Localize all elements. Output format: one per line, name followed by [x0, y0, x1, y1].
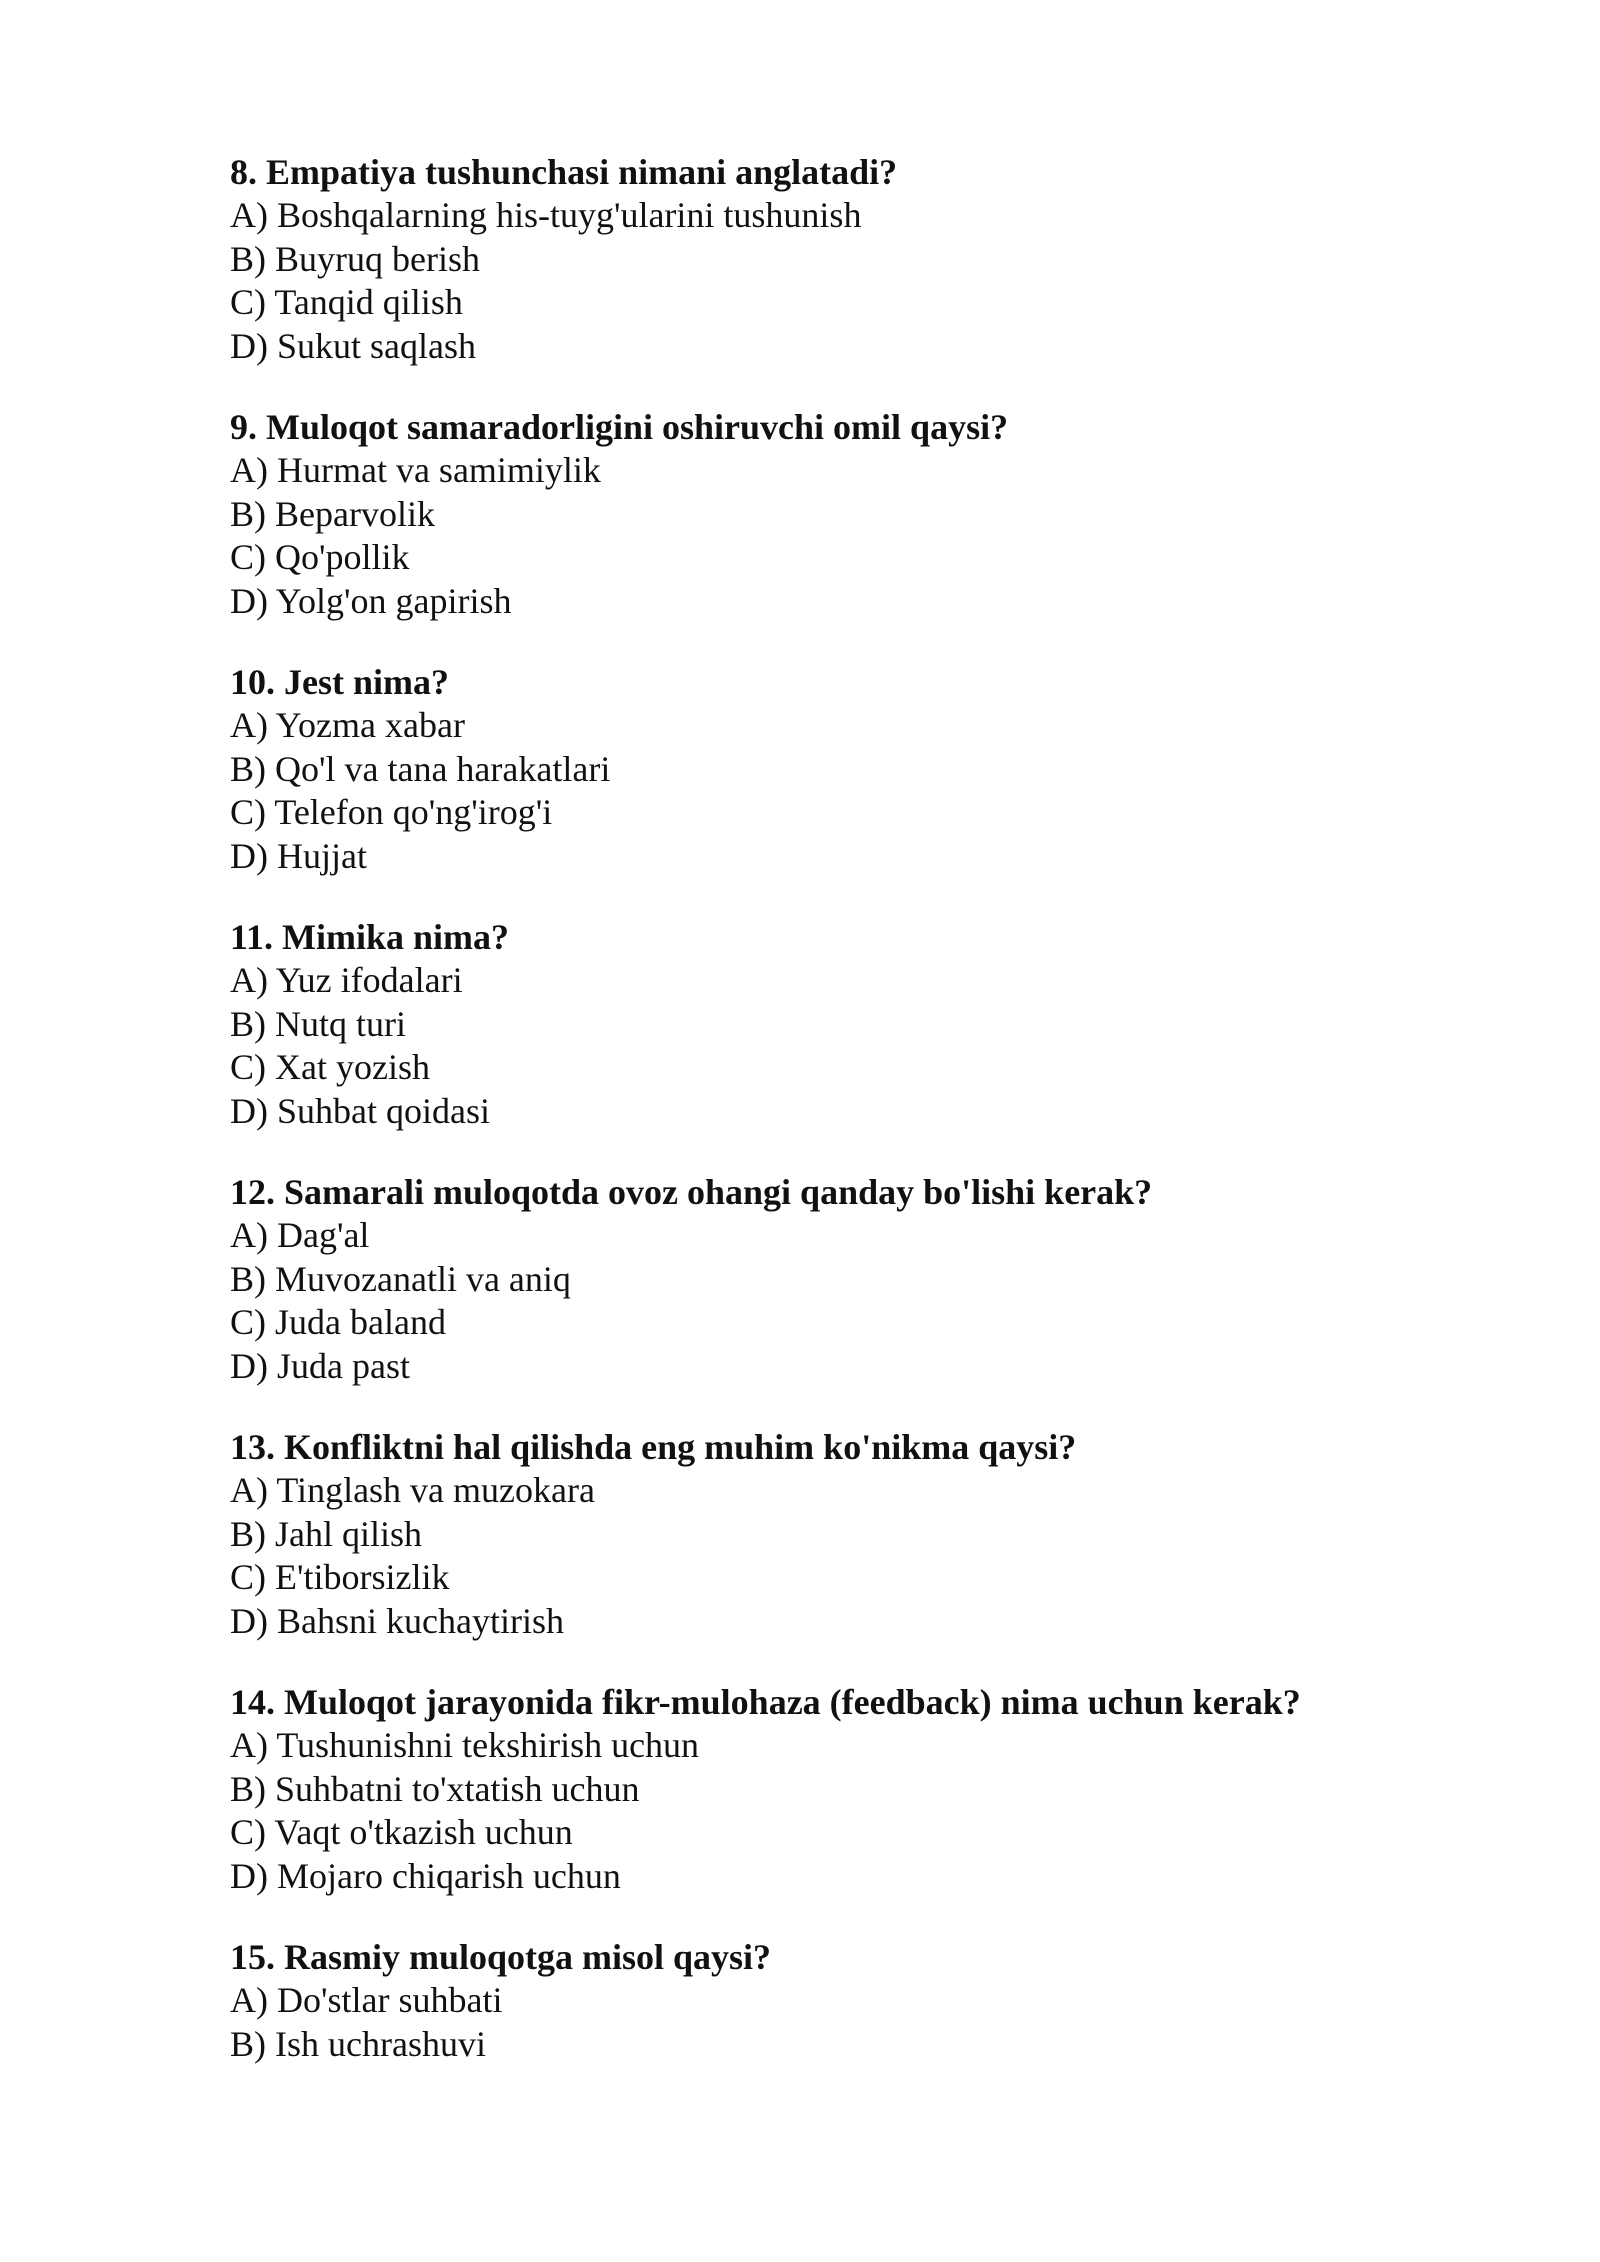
answer-option-d: D) Suhbat qoidasi — [230, 1090, 490, 1131]
question-10 — [230, 660, 1490, 878]
answer-option-b: B) Jahl qilish — [230, 1513, 423, 1554]
question-15 — [230, 1935, 1490, 2066]
question-13 — [230, 1425, 1490, 1643]
answer-option-d: D) Juda past — [230, 1345, 410, 1386]
answer-option-b: B) Qo'l va tana harakatlari — [230, 748, 611, 789]
answer-option-a: A) Boshqalarning his-tuyg'ularini tushunish — [230, 195, 862, 235]
answer-option-c: C) Vaqt o'tkazish uchun — [230, 1812, 573, 1852]
question-title: 8. Empatiya tushunchasi nimani anglatadi? — [230, 152, 898, 192]
question-title: 9. Muloqot samaradorligini oshiruvchi omil qaysi? — [230, 407, 1009, 447]
answer-option-c: C) Juda baland — [230, 1302, 446, 1342]
answer-option-c: C) Xat yozish — [230, 1047, 430, 1087]
answer-option-d: D) Mojaro chiqarish uchun — [230, 1855, 621, 1896]
answer-option-b: B) Beparvolik — [230, 493, 435, 534]
answer-option-a: A) Dag'al — [230, 1215, 370, 1255]
answer-option-c: C) Qo'pollik — [230, 537, 410, 577]
answer-option-a: A) Tinglash va muzokara — [230, 1470, 595, 1510]
answer-option-b: B) Buyruq berish — [230, 238, 480, 279]
answer-option-a: A) Yozma xabar — [230, 705, 465, 745]
answer-option-a: A) Hurmat va samimiylik — [230, 450, 601, 490]
question-title: 14. Muloqot jarayonida fikr-mulohaza (feedback) nima uchun kerak? — [230, 1682, 1301, 1722]
answer-option-d: D) Yolg'on gapirish — [230, 580, 512, 621]
answer-option-d: D) Sukut saqlash — [230, 325, 476, 366]
answer-option-a: A) Tushunishni tekshirish uchun — [230, 1725, 700, 1765]
answer-option-b: B) Suhbatni to'xtatish uchun — [230, 1768, 640, 1809]
quiz-content — [230, 150, 1490, 2103]
question-9 — [230, 405, 1490, 623]
question-title: 12. Samarali muloqotda ovoz ohangi qanday bo'lishi kerak? — [230, 1172, 1153, 1212]
question-title: 11. Mimika nima? — [230, 917, 510, 957]
answer-option-c: C) Tanqid qilish — [230, 282, 463, 322]
question-12 — [230, 1170, 1490, 1388]
answer-option-a: A) Yuz ifodalari — [230, 960, 463, 1000]
answer-option-c: C) Telefon qo'ng'irog'i — [230, 792, 553, 832]
answer-option-b: B) Nutq turi — [230, 1003, 406, 1044]
question-14 — [230, 1680, 1490, 1898]
answer-option-c: C) E'tiborsizlik — [230, 1557, 450, 1597]
answer-option-a: A) Do'stlar suhbati — [230, 1980, 503, 2020]
question-title: 10. Jest nima? — [230, 662, 449, 702]
answer-option-b: B) Ish uchrashuvi — [230, 2023, 486, 2064]
answer-option-d: D) Hujjat — [230, 835, 367, 876]
answer-option-d: D) Bahsni kuchaytirish — [230, 1600, 564, 1641]
question-title: 13. Konfliktni hal qilishda eng muhim ko'nikma qaysi? — [230, 1427, 1077, 1467]
question-title: 15. Rasmiy muloqotga misol qaysi? — [230, 1937, 772, 1977]
question-8 — [230, 150, 1490, 368]
question-11 — [230, 915, 1490, 1133]
answer-option-b: B) Muvozanatli va aniq — [230, 1258, 571, 1299]
